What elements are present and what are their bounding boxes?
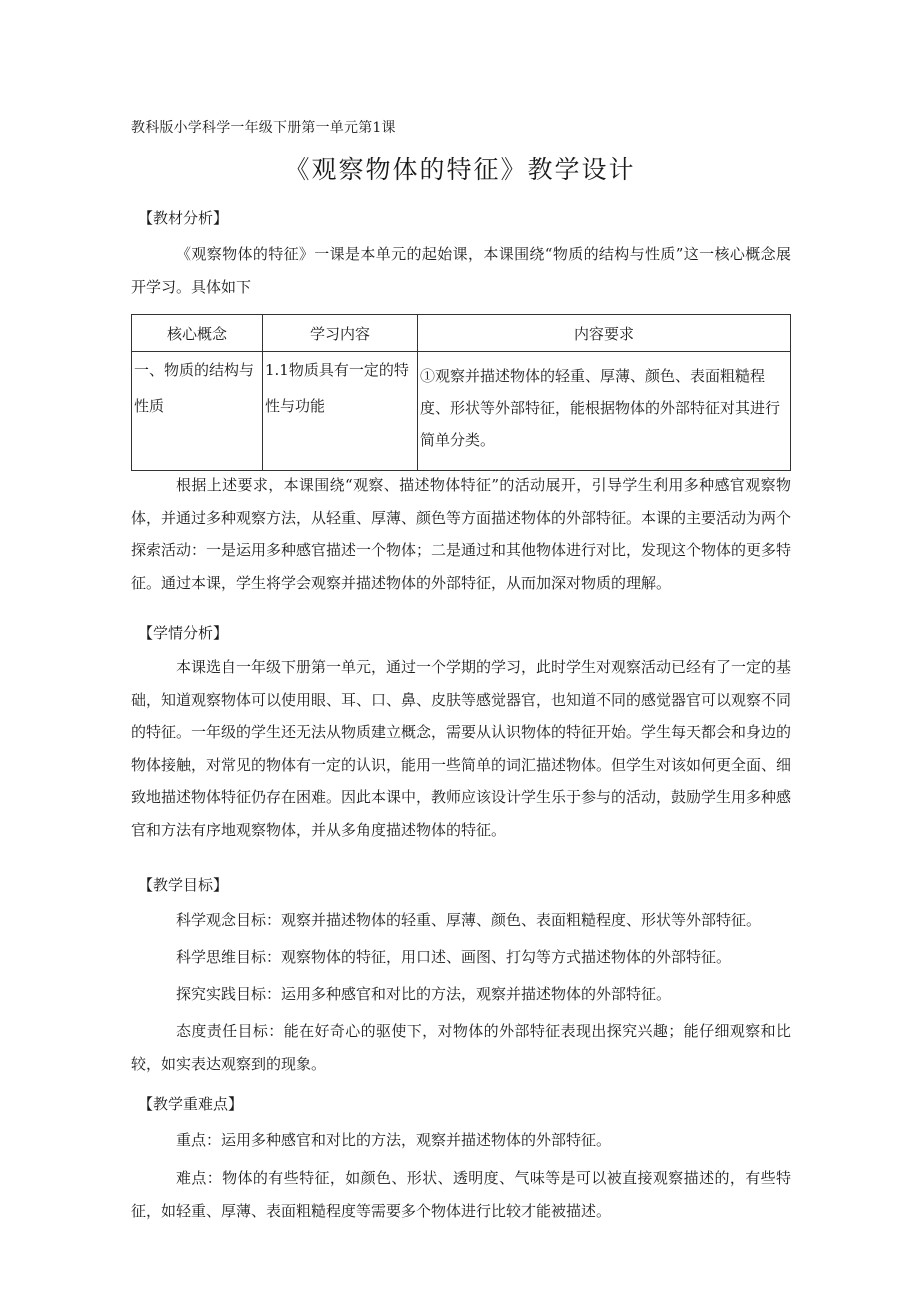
table-cell-content: 1.1物质具有一定的特性与功能: [263, 352, 418, 471]
table-header-cell: 核心概念: [132, 315, 263, 352]
goal-item: 科学观念目标：观察并描述物体的轻重、厚薄、颜色、表面粗糙程度、形状等外部特征。: [176, 911, 762, 929]
table-header-cell: 学习内容: [263, 315, 418, 352]
key-point: 重点：运用多种感官和对比的方法，观察并描述物体的外部特征。: [176, 1131, 612, 1149]
goal-item: 态度责任目标：能在好奇心的驱使下，对物体的外部特征表现出探究兴趣；能仔细观察和比较，如实表达观察到的现象。: [131, 1022, 791, 1073]
concept-table: [131, 314, 791, 471]
goal-item: 科学思维目标：观察物体的特征，用口述、画图、打勾等方式描述物体的外部特征。: [176, 948, 732, 966]
material-analysis-summary: 根据上述要求，本课围绕“观察、描述物体特征”的活动展开，引导学生利用多种感官观察物体，并通过多种观察方法，从轻重、厚薄、颜色等方面描述物体的外部特征。本课的主要活动为两个探索活动：一是运用多种感官描述一个物体；二是通过和其他物体进行对比，发现这个物体的更多特征。通过本课，学生将学会观察并描述物体的外部特征，从而加深对物质的理解。: [131, 476, 792, 592]
table-cell-concept: 一、物质的结构与性质: [132, 352, 263, 471]
goal-item: 探究实践目标：运用多种感官和对比的方法，观察并描述物体的外部特征。: [176, 985, 672, 1003]
material-analysis-intro: 《观察物体的特征》一课是本单元的起始课，本课围绕“物质的结构与性质”这一核心概念展开学习。具体如下: [131, 245, 791, 296]
heading-material-analysis: 【教材分析】: [138, 209, 229, 227]
lesson-header: 教科版小学科学一年级下册第一单元第1课: [131, 120, 396, 136]
table-header-cell: 内容要求: [418, 315, 791, 352]
difficult-point: 难点：物体的有些特征，如颜色、形状、透明度、气味等是可以被直接观察描述的，有些特征，如轻重、厚薄、表面粗糙程度等需要多个物体进行比较才能被描述。: [131, 1169, 791, 1220]
table-cell-requirement: ①观察并描述物体的轻重、厚薄、颜色、表面粗糙程度、形状等外部特征，能根据物体的外部特征对其进行简单分类。: [418, 352, 791, 471]
student-analysis-body: 本课选自一年级下册第一单元，通过一个学期的学习，此时学生对观察活动已经有了一定的基础，知道观察物体可以使用眼、耳、口、鼻、皮肤等感觉器官，也知道不同的感觉器官可以观察不同的特征。一年级的学生还无法从物质建立概念，需要从认识物体的特征开始。学生每天都会和身边的物体接触，对常见的物体有一定的认识，能用一些简单的词汇描述物体。但学生对该如何更全面、细致地描述物体特征仍存在困难。因此本课中，教师应该设计学生乐于参与的活动，鼓励学生用多种感官和方法有序地观察物体，并从多角度描述物体的特征。: [131, 658, 792, 839]
table-header-row: [132, 315, 791, 352]
document-title: 《观察物体的特征》教学设计: [284, 155, 636, 184]
heading-teaching-goals: 【教学目标】: [138, 876, 229, 894]
table-row: [132, 352, 791, 471]
heading-key-points: 【教学重难点】: [138, 1095, 244, 1113]
heading-student-analysis: 【学情分析】: [138, 624, 229, 642]
